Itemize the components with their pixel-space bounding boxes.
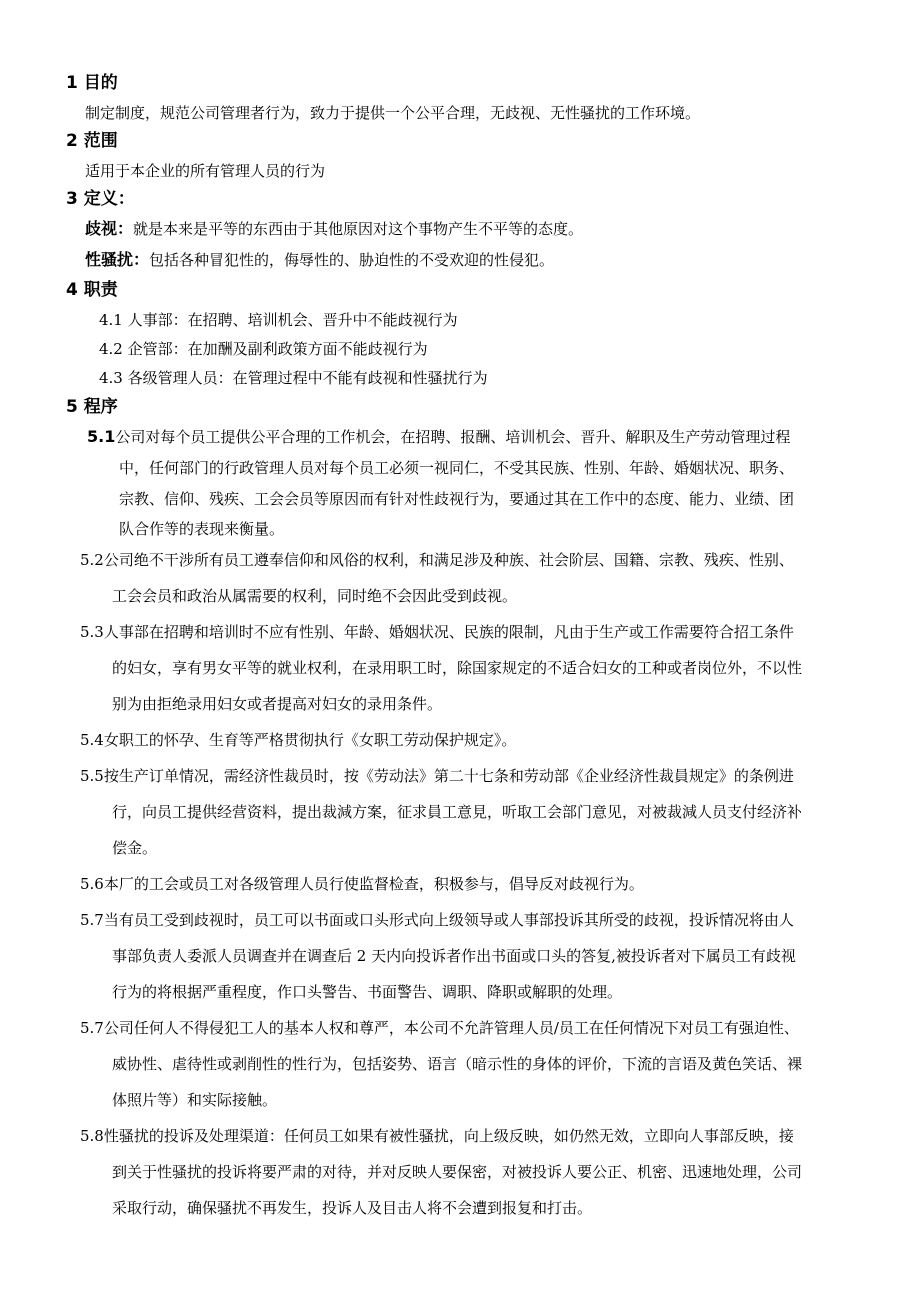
item-line: 体照片等）和实际接触。	[112, 1091, 278, 1109]
item-number: 4.2	[99, 340, 123, 358]
procedure-item-5-7b	[80, 1018, 799, 1038]
item-number: 5.2	[80, 551, 104, 569]
procedure-item-5-7a	[80, 910, 794, 930]
section-body-scope: 适用于本企业的所有管理人员的行为	[85, 162, 326, 180]
item-line: 队合作等的表现来衡量。	[119, 520, 285, 538]
section-heading-procedure: 5 程序	[66, 397, 118, 417]
item-line: 偿金。	[112, 839, 158, 857]
definition-term: 歧视：	[85, 219, 134, 238]
item-line: 别为由拒绝录用妇女或者提高对妇女的录用条件。	[112, 695, 443, 713]
procedure-item-5-4	[80, 730, 516, 750]
item-number: 5.1	[87, 427, 116, 446]
item-text: 各级管理人员：在管理过程中不能有歧视和性骚扰行为	[127, 369, 488, 387]
procedure-item-5-2	[80, 550, 794, 570]
item-line: 公司对每个员工提供公平合理的工作机会，在招聘、报酬、培训机会、晋升、解职及生产劳动管理过程	[115, 428, 791, 446]
procedure-item-5-3	[80, 622, 794, 642]
item-line: 公司绝不干涉所有员工遵奉信仰和风俗的权利，和满足涉及种族、社会阶层、国籍、宗教、残疾、性别、	[103, 551, 794, 569]
section-body-purpose: 制定制度，规范公司管理者行为，致力于提供一个公平合理，无歧视、无性骚扰的工作环境。	[85, 104, 701, 122]
section-heading-definitions: 3 定义：	[66, 189, 135, 209]
item-line: 人事部在招聘和培训时不应有性别、年龄、婚姻状况、民族的限制，凡由于生产或工作需要符合招工条件	[103, 623, 794, 641]
section-heading-responsibilities: 4 职责	[66, 280, 118, 300]
item-line: 的妇女，享有男女平等的就业权利，在录用职工时，除国家规定的不适合妇女的工种或者岗位外，不以性	[112, 659, 803, 677]
procedure-item-5-8	[80, 1126, 794, 1146]
definition-discrimination	[85, 219, 583, 239]
item-line: 本厂的工会或员工对各级管理人员行使监督检查，积极参与，倡导反对歧视行为。	[103, 875, 644, 893]
item-number: 5.3	[80, 623, 104, 641]
item-number: 5.5	[80, 767, 104, 785]
section-heading-purpose: 1 目的	[66, 73, 118, 93]
item-text: 人事部：在招聘、培训机会、晋升中不能歧视行为	[127, 311, 458, 329]
item-line: 工会会员和政治从属需要的权利，同时绝不会因此受到歧视。	[112, 587, 518, 605]
procedure-item-5-1	[87, 427, 790, 447]
responsibility-item	[99, 339, 428, 359]
responsibility-item	[99, 368, 488, 388]
item-line: 当有员工受到歧视时，员工可以书面或口头形式向上级领导或人事部投诉其所受的歧视，投诉情况将由人	[103, 911, 794, 929]
item-number: 5.8	[80, 1127, 104, 1145]
item-text: 企管部：在加酬及副利政策方面不能歧视行为	[127, 340, 428, 358]
section-heading-scope: 2 范围	[66, 131, 118, 151]
procedure-item-5-5	[80, 766, 794, 786]
definition-harassment	[85, 250, 554, 270]
item-line: 宗教、信仰、残疾、工会会员等原因而有针对性歧视行为，要通过其在工作中的态度、能力、业绩、团	[119, 490, 795, 508]
definition-text: 就是本来是平等的东西由于其他原因对这个事物产生不平等的态度。	[133, 220, 584, 238]
procedure-item-5-6	[80, 874, 644, 894]
item-line: 女职工的怀孕、生育等严格贯彻执行《女职工劳动保护规定》。	[103, 731, 517, 749]
item-number: 5.4	[80, 731, 104, 749]
item-line: 事部负责人委派人员调查并在调查后 2 天内向投诉者作出书面或口头的答复,被投诉者对下属员工有歧视	[112, 947, 796, 965]
item-line: 行，向员工提供经营资料，提出裁減方案，征求員工意見，听取工会部门意见，对被裁減人员支付经济补	[112, 803, 803, 821]
item-line: 行为的将根据严重程度，作口头警告、书面警告、调职、降职或解职的处理。	[112, 983, 623, 1001]
item-line: 公司任何人不得侵犯工人的基本人权和尊严，本公司不允許管理人员/员工在任何情况下对员工有强迫性、	[103, 1019, 799, 1037]
item-line: 中，任何部门的行政管理人员对每个员工必须一视同仁，不受其民族、性别、年龄、婚姻状况、职务、	[119, 459, 795, 477]
item-line: 到关于性骚扰的投诉将要严肃的对待，并对反映人要保密，对被投诉人要公正、机密、迅速地处理，公司	[112, 1163, 803, 1181]
definition-term: 性骚扰：	[85, 250, 150, 269]
item-line: 按生产订单情况，需经济性裁员时，按《劳动法》第二十七条和劳动部《企业经济性裁員规定》的条例进	[103, 767, 794, 785]
item-number: 5.7	[80, 1019, 104, 1037]
item-number: 5.6	[80, 875, 104, 893]
definition-text: 包括各种冒犯性的，侮辱性的、胁迫性的不受欢迎的性侵犯。	[149, 251, 555, 269]
item-line: 采取行动，确保骚扰不再发生，投诉人及目击人将不会遭到报复和打击。	[112, 1199, 593, 1217]
item-number: 4.1	[99, 311, 123, 329]
item-line: 威协性、虐待性或剥削性的性行为，包括姿势、语言（暗示性的身体的评价，下流的言语及黄色笑话、裸	[112, 1055, 803, 1073]
responsibility-item	[99, 310, 458, 330]
item-number: 5.7	[80, 911, 104, 929]
item-line: 性骚扰的投诉及处理渠道：任何员工如果有被性骚扰，向上级反映，如仍然无效，立即向人事部反映，接	[103, 1127, 794, 1145]
item-number: 4.3	[99, 369, 123, 387]
